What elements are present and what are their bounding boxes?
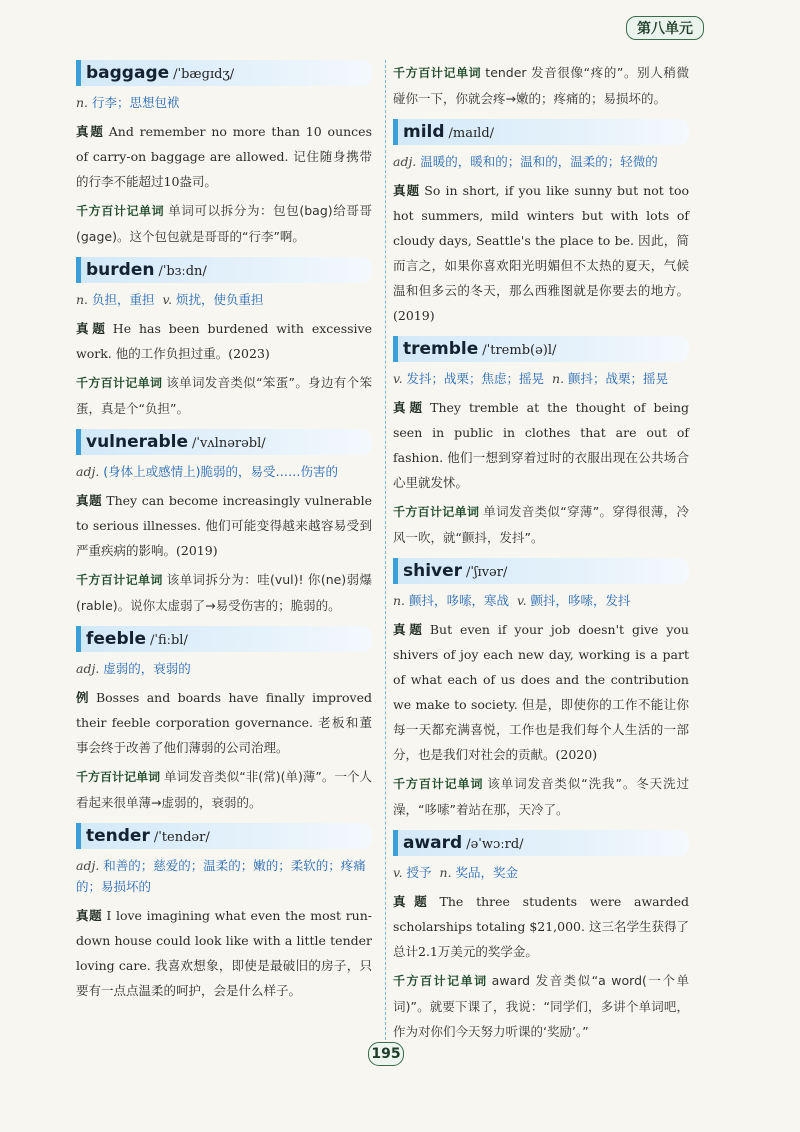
headword: vulnerable: [86, 432, 189, 452]
definition: [76, 461, 372, 482]
definition: [393, 368, 689, 389]
headword: tender: [86, 826, 150, 846]
exam-text: They tremble at the thought of being seen in public in clothes that are out of fashion. 他们一想到穿着过时的衣服出现在公共场合心里就发怵。: [393, 400, 689, 490]
headword: award: [403, 833, 463, 853]
pos-label: n.: [76, 95, 89, 110]
exam-text: He has been burdened with excessive work. 他的工作负担过重。(2023): [76, 321, 372, 361]
tip-tag: 千方百计记单词: [393, 974, 488, 988]
pos-label: n.: [393, 593, 406, 608]
definition: [76, 855, 372, 897]
word-header: [76, 60, 372, 86]
sense-text: 颤抖；战栗；摇晃: [568, 371, 669, 386]
word-header: [393, 558, 689, 584]
exam-sentence: [76, 316, 372, 366]
entry-shiver: [393, 558, 689, 822]
phonetic: /ˈvʌlnərəbl/: [192, 436, 266, 451]
exam-tag: 真题: [393, 894, 436, 909]
entry-mild: [393, 119, 689, 328]
exam-sentence: [76, 119, 372, 194]
exam-tag: 真题: [393, 183, 421, 198]
exam-sentence: [393, 617, 689, 767]
sense-text: 授予: [406, 865, 432, 880]
entry-feeble: [76, 626, 372, 815]
unit-label: 第八单元: [626, 16, 704, 40]
exam-sentence: [393, 395, 689, 495]
phonetic: /ˈbɜːdn/: [158, 264, 207, 279]
memory-tip: [76, 370, 372, 421]
example-text: Bosses and boards have finally improved their feeble corporation governance. 老板和董事会终于改善了他们薄弱的公司治理。: [76, 690, 372, 755]
sense-text: 虚弱的，衰弱的: [103, 661, 191, 676]
definition: [76, 92, 372, 113]
phonetic: /maɪld/: [448, 126, 495, 141]
tip-tag: 千方百计记单词: [393, 777, 484, 791]
entry-award: [393, 830, 689, 1044]
exam-text: I love imagining what even the most run-down house could look like with a little tender loving care. 我喜欢想象，即使是最破旧的房子，只要有一点点温柔的呵护，会是什么样子。: [76, 908, 372, 998]
word-header: [76, 257, 372, 283]
pos-label: adj.: [393, 154, 417, 169]
sense-text: 颤抖，哆嗦，寒战: [409, 593, 510, 608]
exam-tag: 真题: [76, 493, 103, 508]
headword: burden: [86, 260, 155, 280]
right-column: [393, 60, 689, 1052]
phonetic: /ˈʃɪvər/: [466, 565, 508, 580]
exam-tag: 真题: [76, 908, 103, 923]
example-sentence: [76, 685, 372, 760]
example-tag: 例: [76, 690, 92, 705]
exam-tag: 真题: [76, 124, 105, 139]
entry-vulnerable: [76, 429, 372, 618]
exam-sentence: [393, 889, 689, 964]
word-header: [76, 823, 372, 849]
pos-label: v.: [516, 593, 527, 608]
tip-tag: 千方百计记单词: [393, 505, 480, 519]
tip-tag: 千方百计记单词: [76, 573, 163, 587]
word-header: [393, 119, 689, 145]
exam-text: But even if your job doesn't give you shivers of joy each new day, working is a part of what each of us does and the contribution we make to society. 但是，即使你的工作不能让你每一天都充满喜悦，工作也是我们每个人生活的一部分，也是我们对社会的贡献。(2020): [393, 622, 689, 762]
memory-tip: [393, 771, 689, 822]
memory-tip: [76, 764, 372, 815]
exam-sentence: [76, 488, 372, 563]
entry-burden: [76, 257, 372, 421]
word-header: [76, 429, 372, 455]
sense-text: 和善的；慈爱的；温柔的；嫩的；柔软的；疼痛的；易损坏的: [76, 858, 366, 894]
memory-tip: [393, 968, 689, 1044]
definition: [393, 590, 689, 611]
tip-text: 该单词发音类似“洗我”。冬天洗过澡，“哆嗦”着站在那，天冷了。: [393, 776, 689, 817]
page-number: 195: [368, 1042, 404, 1066]
definition: [393, 862, 689, 883]
exam-text: They can become increasingly vulnerable to serious illnesses. 他们可能变得越来越容易受到严重疾病的影响。(2019): [76, 493, 372, 558]
entry-tremble: [393, 336, 689, 550]
tip-text: 单词发音类似“非(常)(单)薄”。一个人看起来很单薄→虚弱的，衰弱的。: [76, 769, 372, 810]
tip-tag: 千方百计记单词: [76, 204, 165, 218]
phonetic: /ˈtremb(ə)l/: [482, 343, 557, 358]
sense-text: 温暖的，暖和的；温和的，温柔的；轻微的: [420, 154, 658, 169]
word-header: [76, 626, 372, 652]
memory-tip: [76, 567, 372, 618]
pos-label: adj.: [76, 661, 100, 676]
phonetic: /ˈfiːbl/: [149, 633, 188, 648]
sense-text: 负担，重担: [92, 292, 155, 307]
tip-text: 该单词拆分为：哇(vul)! 你(ne)弱爆(rable)。说你太虚弱了→易受伤害的；脆弱的。: [76, 572, 372, 613]
pos-label: n.: [552, 371, 565, 386]
definition: [76, 289, 372, 310]
pos-label: v.: [393, 865, 403, 880]
pos-label: n.: [76, 292, 89, 307]
headword: mild: [403, 122, 445, 142]
definition: [76, 658, 372, 679]
pos-label: v.: [393, 371, 403, 386]
sense-text: 行李；思想包袱: [92, 95, 180, 110]
sense-text: 奖品，奖金: [455, 865, 519, 880]
left-column: [76, 60, 372, 1011]
tip-tag: 千方百计记单词: [393, 66, 482, 80]
entry-baggage: [76, 60, 372, 249]
exam-tag: 真题: [76, 321, 109, 336]
headword: feeble: [86, 629, 146, 649]
exam-tag: 真题: [393, 622, 426, 637]
tip-text: 单词可以拆分为：包包(bag)给哥哥(gage)。这个包包就是哥哥的“行李”啊。: [76, 203, 372, 244]
memory-tip: [393, 499, 689, 550]
tip-text: 单词发音类似“穿薄”。穿得很薄，冷风一吹，就“颤抖，发抖”。: [393, 504, 689, 545]
phonetic: /ˈbæɡɪdʒ/: [173, 67, 235, 82]
headword: tremble: [403, 339, 479, 359]
tip-tag: 千方百计记单词: [76, 376, 163, 390]
pos-label: adj.: [76, 858, 100, 873]
sense-text: (身体上或感情上)脆弱的，易受……伤害的: [103, 464, 339, 479]
sense-text: 烦扰，使负重担: [176, 292, 264, 307]
tip-text: tender 发音很像“疼的”。别人稍微碰你一下，你就会疼→嫩的；疼痛的；易损坏的。: [393, 65, 689, 106]
word-header: [393, 336, 689, 362]
entry-tender: [76, 823, 372, 1003]
memory-tip: [76, 198, 372, 249]
exam-sentence: [76, 903, 372, 1003]
memory-tip: [393, 60, 689, 111]
pos-label: v.: [162, 292, 173, 307]
sense-text: 发抖；战栗；焦虑；摇晃: [406, 371, 545, 386]
tip-text: 该单词发音类似“笨蛋”。身边有个笨蛋，真是个“负担”。: [76, 375, 372, 416]
exam-text: The three students were awarded scholarships totaling $21,000. 这三名学生获得了总计2.1万美元的奖学金。: [393, 894, 689, 959]
exam-sentence: [393, 178, 689, 328]
pos-label: adj.: [76, 464, 100, 479]
definition: [393, 151, 689, 172]
headword: baggage: [86, 63, 170, 83]
exam-text: So in short, if you like sunny but not too hot summers, mild winters but with lots of cloudy days, Seattle's the place to be. 因此，简而言之，如果你喜欢阳光明媚但不太热的夏天，气候温和但多云的冬天，那么西雅图就是你要去的地方。(2019): [393, 183, 689, 323]
column-divider: [385, 60, 386, 1040]
tip-text: award 发音类似“a word(一个单词)”。就要下课了，我说：“同学们，多讲个单词吧，作为对你们今天努力听课的‘奖励’。”: [393, 973, 689, 1039]
word-header: [393, 830, 689, 856]
phonetic: /əˈwɔːrd/: [466, 837, 524, 852]
pos-label: n.: [439, 865, 452, 880]
exam-text: And remember no more than 10 ounces of carry-on baggage are allowed. 记住随身携带的行李不能超过10盎司。: [76, 124, 372, 189]
tip-tag: 千方百计记单词: [76, 770, 161, 784]
phonetic: /ˈtendər/: [153, 830, 210, 845]
headword: shiver: [403, 561, 463, 581]
exam-tag: 真题: [393, 400, 427, 415]
sense-text: 颤抖，哆嗦，发抖: [530, 593, 631, 608]
